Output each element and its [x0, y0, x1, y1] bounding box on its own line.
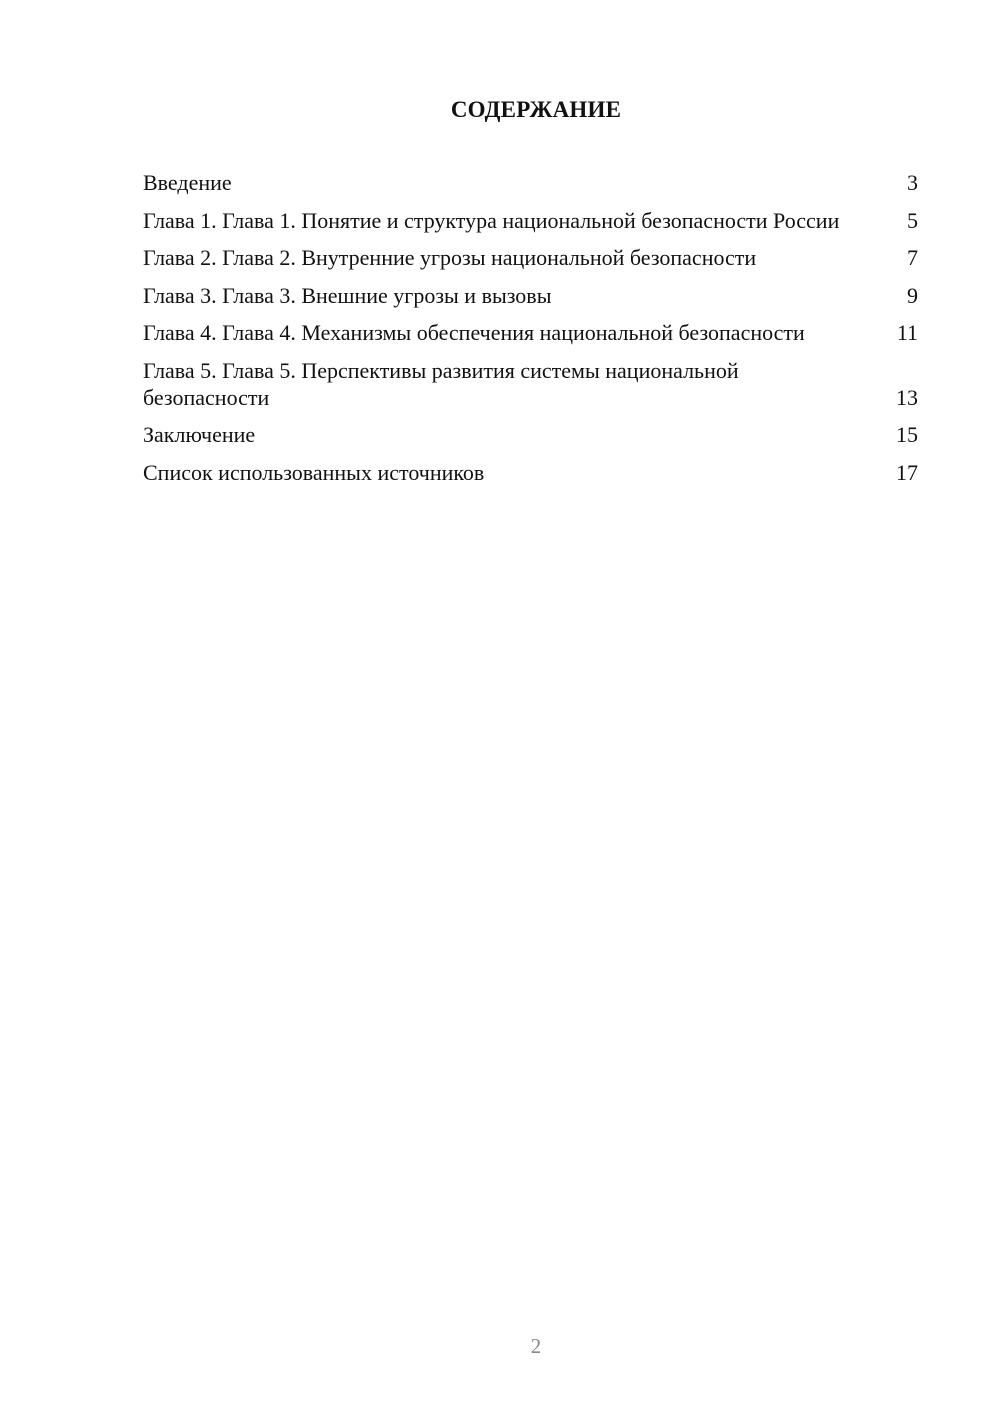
table-of-contents — [143, 169, 918, 496]
toc-entry-text: Введение — [143, 170, 232, 195]
toc-entry-chapter-4 — [143, 319, 918, 346]
toc-entry-page: 17 — [896, 459, 918, 485]
toc-entry-chapter-2 — [143, 244, 918, 271]
toc-title: СОДЕРЖАНИЕ — [450, 97, 622, 122]
toc-entry-chapter-5 — [143, 357, 918, 411]
page-number: 2 — [530, 1334, 542, 1358]
toc-entry-page: 9 — [907, 282, 918, 308]
toc-entry-page: 15 — [896, 422, 918, 447]
toc-entry-chapter-1 — [143, 207, 918, 234]
toc-entry-text: Глава 5. Глава 5. Перспективы развития системы национальной безопасности — [143, 357, 739, 410]
toc-entry-text: Глава 1. Глава 1. Понятие и структура национальной безопасности России — [143, 207, 840, 233]
toc-entry-page: 3 — [907, 170, 918, 195]
toc-entry-text: Глава 4. Глава 4. Механизмы обеспечения национальной безопасности — [143, 320, 805, 345]
toc-entry-introduction — [143, 169, 918, 196]
toc-entry-page: 11 — [896, 320, 918, 345]
toc-entry-text: Глава 3. Глава 3. Внешние угрозы и вызовы — [143, 282, 552, 308]
toc-entry-page: 7 — [907, 245, 918, 270]
toc-entry-conclusion — [143, 421, 918, 448]
toc-entry-page: 5 — [907, 207, 918, 233]
toc-entry-page: 13 — [896, 384, 918, 410]
toc-entry-text: Список использованных источников — [143, 459, 485, 485]
toc-entry-text: Глава 2. Глава 2. Внутренние угрозы национальной безопасности — [143, 245, 757, 270]
toc-entry-chapter-3 — [143, 282, 918, 309]
toc-entry-text: Заключение — [143, 422, 256, 447]
toc-entry-references — [143, 459, 918, 486]
